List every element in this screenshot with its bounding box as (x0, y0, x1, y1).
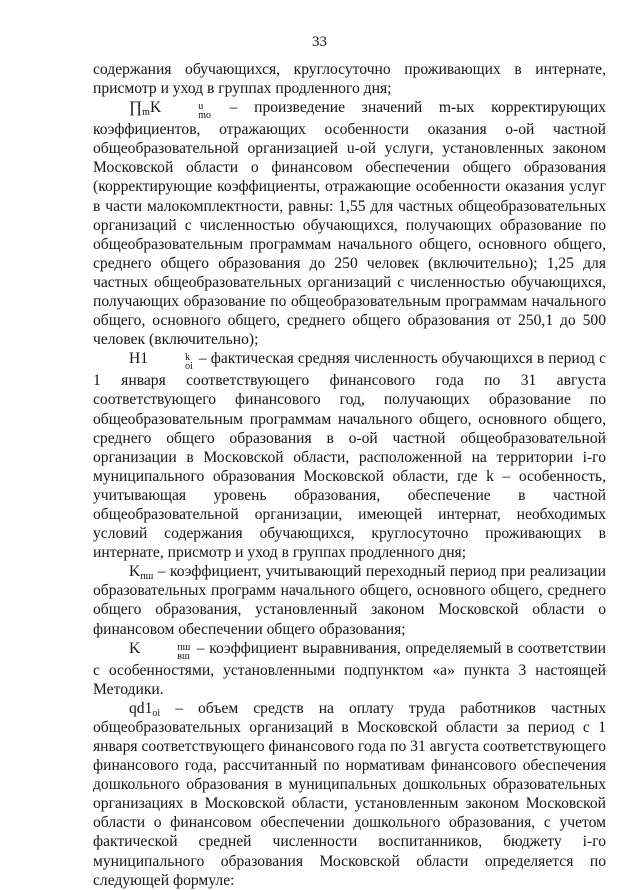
paragraph-text: – объем средств на оплату труда работников частных общеобразовательных организаций в Московской области за период с 1 января соответствующего финансового года по 31 августа соответствующего финансового года, рассчитанный по нормативам финансового обеспечения дошкольного образования в муниципальных дошкольных образовательных организациях в Московской области, установленным законом Московской области о финансовом обеспечении дошкольного образования, с учетом фактической средней численности воспитанников, бюджету i-го муниципального образования Московской области определяется по следующей формуле: (93, 699, 606, 889)
formula-symbol-k-vsh: K пш вш (129, 639, 191, 662)
paragraph-transition-coefficient (93, 562, 606, 638)
formula-symbol-h1: H1 k oi (129, 350, 193, 373)
paragraph-equalization-coefficient (93, 639, 606, 699)
paragraph-text: – фактическая средняя численность обучающихся в период с 1 января соответствующего финансового года по 31 августа соответствующего финансового год, получающих образование по общеобразовательным программам начального общего, основного общего, среднего общего образования в o-ой частной общеобразовательной организации в Московской области, расположенной на территории i-го муниципального образования Московской области, где k – особенность, учитывающая уровень образования, обеспечение в частной общеобразовательной организации, имеющей интернат, необходимых условий содержания обучающихся, круглосуточно проживающих в интернате, присмотр и уход в группах продленного дня; (93, 350, 606, 562)
page-number: 33 (312, 34, 327, 50)
paragraph-average-students (93, 349, 606, 562)
paragraph-correction-coefficients (93, 98, 606, 349)
formula-symbol-k-psh: $K_{пш}$ (129, 563, 154, 583)
formula-symbol-product: $\prod_mK$ u mo (129, 99, 211, 122)
paragraph-continuation (93, 60, 606, 98)
formula-symbol-qd1: $qd1_{oi}$ (129, 699, 161, 719)
paragraph-text: – коэффициент выравнивания, определяемый в соответствии с особенностями, установленными подпунктом «а» пункта 3 настоящей Методики. (93, 639, 606, 698)
paragraph-salary-funds (93, 699, 606, 890)
paragraph-text: – произведение значений m-ых корректирующих коэффициентов, отражающих особенности оказания o-ой частной общеобразовательной организацией u-ой услуги, установленных законом Московской области о финансовом обеспечении общего образования (корректирующие коэффициенты, отражающие особенности оказания услуг в части малокомплектности, равны: 1,55 для частных общеобразовательных организаций с численностью обучающихся, получающих образование по общеобразовательным программам начального общего, основного общего, среднего общего образования до 250 человек (включительно); 1,25 для частных общеобразовательных организаций с численностью обучающихся, получающих образование по общеобразовательным программам начального общего, основного общего, среднего общего образования от 250,1 до 500 человек (включительно); (93, 99, 606, 349)
paragraph-text: – коэффициент, учитывающий переходный период при реализации образовательных программ начального общего, основного общего, среднего общего образования, установленный законом Московской области о финансовом обеспечении общего образования; (93, 563, 606, 638)
paragraph-text: содержания обучающихся, круглосуточно проживающих в интернате, присмотр и уход в группах продленного дня; (93, 61, 606, 98)
document-body (93, 60, 606, 890)
